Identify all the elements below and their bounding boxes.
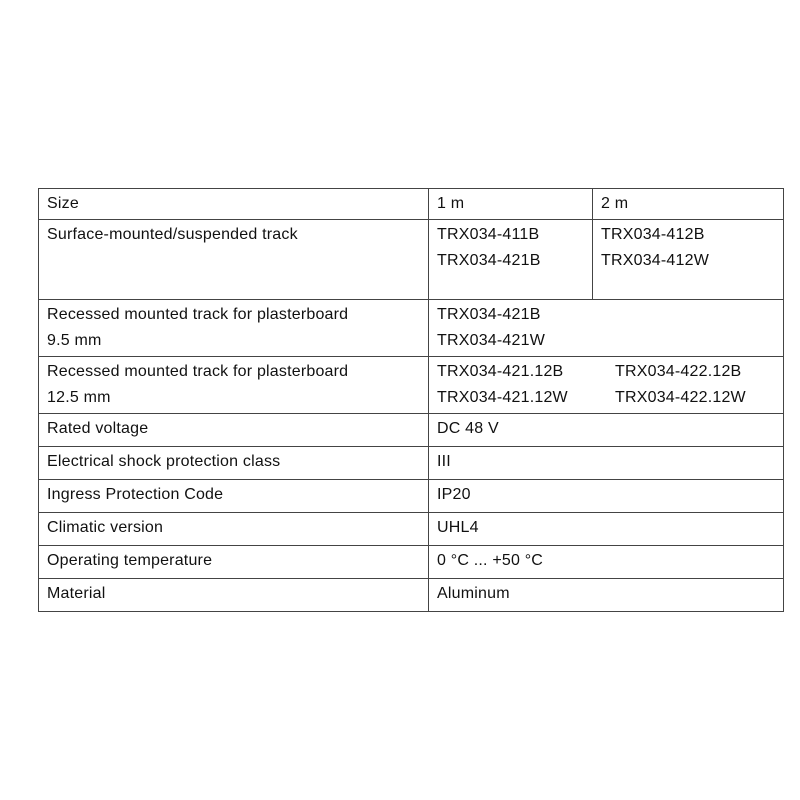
ingress-protection-value: IP20 [437, 486, 471, 503]
spec-table-container [38, 188, 783, 612]
climatic-version-label-cell [39, 513, 429, 546]
product-spec-table [38, 188, 784, 612]
recessed-95-label-cell [39, 300, 429, 357]
material-value: Aluminum [437, 585, 510, 602]
part-number: TRX034-421.12W [437, 389, 568, 406]
rated-voltage-value: DC 48 V [437, 420, 499, 437]
part-number: TRX034-422.12B [615, 363, 742, 380]
rated-voltage-label-cell [39, 414, 429, 447]
climatic-version-value: UHL4 [437, 519, 479, 536]
operating-temperature-label-cell [39, 546, 429, 579]
part-number: TRX034-421B [437, 252, 541, 269]
climatic-version-value-cell [429, 513, 784, 546]
header-1m-cell [429, 189, 593, 220]
ingress-protection-label-cell [39, 480, 429, 513]
ingress-protection-value-cell [429, 480, 784, 513]
table-row-rated-voltage [39, 414, 784, 447]
part-number: TRX034-421W [437, 332, 546, 349]
part-number: TRX034-422.12W [615, 389, 746, 406]
recessed-125-label-cell [39, 357, 429, 414]
part-number: TRX034-421.12B [437, 363, 564, 380]
operating-temperature-value: 0 °C ... +50 °C [437, 552, 544, 569]
table-row-material [39, 579, 784, 612]
recessed-125-values-cell [429, 357, 784, 414]
header-size-cell [39, 189, 429, 220]
recessed-95-label-line2: 9.5 mm [47, 332, 102, 349]
recessed-125-value-groups [437, 359, 775, 411]
operating-temperature-value-cell [429, 546, 784, 579]
header-2m-label: 2 m [601, 195, 629, 212]
table-row-shock-protection [39, 447, 784, 480]
table-row-climatic-version [39, 513, 784, 546]
header-size-label: Size [47, 195, 79, 212]
material-label: Material [47, 585, 106, 602]
table-row-ingress-protection [39, 480, 784, 513]
part-number: TRX034-412B [601, 226, 705, 243]
operating-temperature-label: Operating temperature [47, 552, 213, 569]
part-number-group-2 [615, 359, 746, 411]
header-1m-label: 1 m [437, 195, 465, 212]
recessed-125-label-line2: 12.5 mm [47, 389, 111, 406]
table-row-operating-temperature [39, 546, 784, 579]
table-row-surface-track [39, 220, 784, 300]
material-label-cell [39, 579, 429, 612]
shock-protection-label-cell [39, 447, 429, 480]
table-row-recessed-125 [39, 357, 784, 414]
material-value-cell [429, 579, 784, 612]
table-row-recessed-95 [39, 300, 784, 357]
climatic-version-label: Climatic version [47, 519, 164, 536]
part-number: TRX034-411B [437, 226, 540, 243]
rated-voltage-label: Rated voltage [47, 420, 149, 437]
surface-track-1m-cell [429, 220, 593, 300]
part-number: TRX034-412W [601, 252, 710, 269]
recessed-95-label-line1: Recessed mounted track for plasterboard [47, 306, 349, 323]
table-row-size-header [39, 189, 784, 220]
surface-track-label: Surface-mounted/suspended track [47, 226, 298, 243]
ingress-protection-label: Ingress Protection Code [47, 486, 224, 503]
header-2m-cell [593, 189, 784, 220]
recessed-125-label-line1: Recessed mounted track for plasterboard [47, 363, 349, 380]
recessed-95-values-cell [429, 300, 784, 357]
shock-protection-value-cell [429, 447, 784, 480]
part-number: TRX034-421B [437, 306, 541, 323]
surface-track-2m-cell [593, 220, 784, 300]
shock-protection-value: III [437, 453, 451, 470]
rated-voltage-value-cell [429, 414, 784, 447]
part-number-group-1 [437, 359, 615, 411]
surface-track-label-cell [39, 220, 429, 300]
shock-protection-label: Electrical shock protection class [47, 453, 281, 470]
